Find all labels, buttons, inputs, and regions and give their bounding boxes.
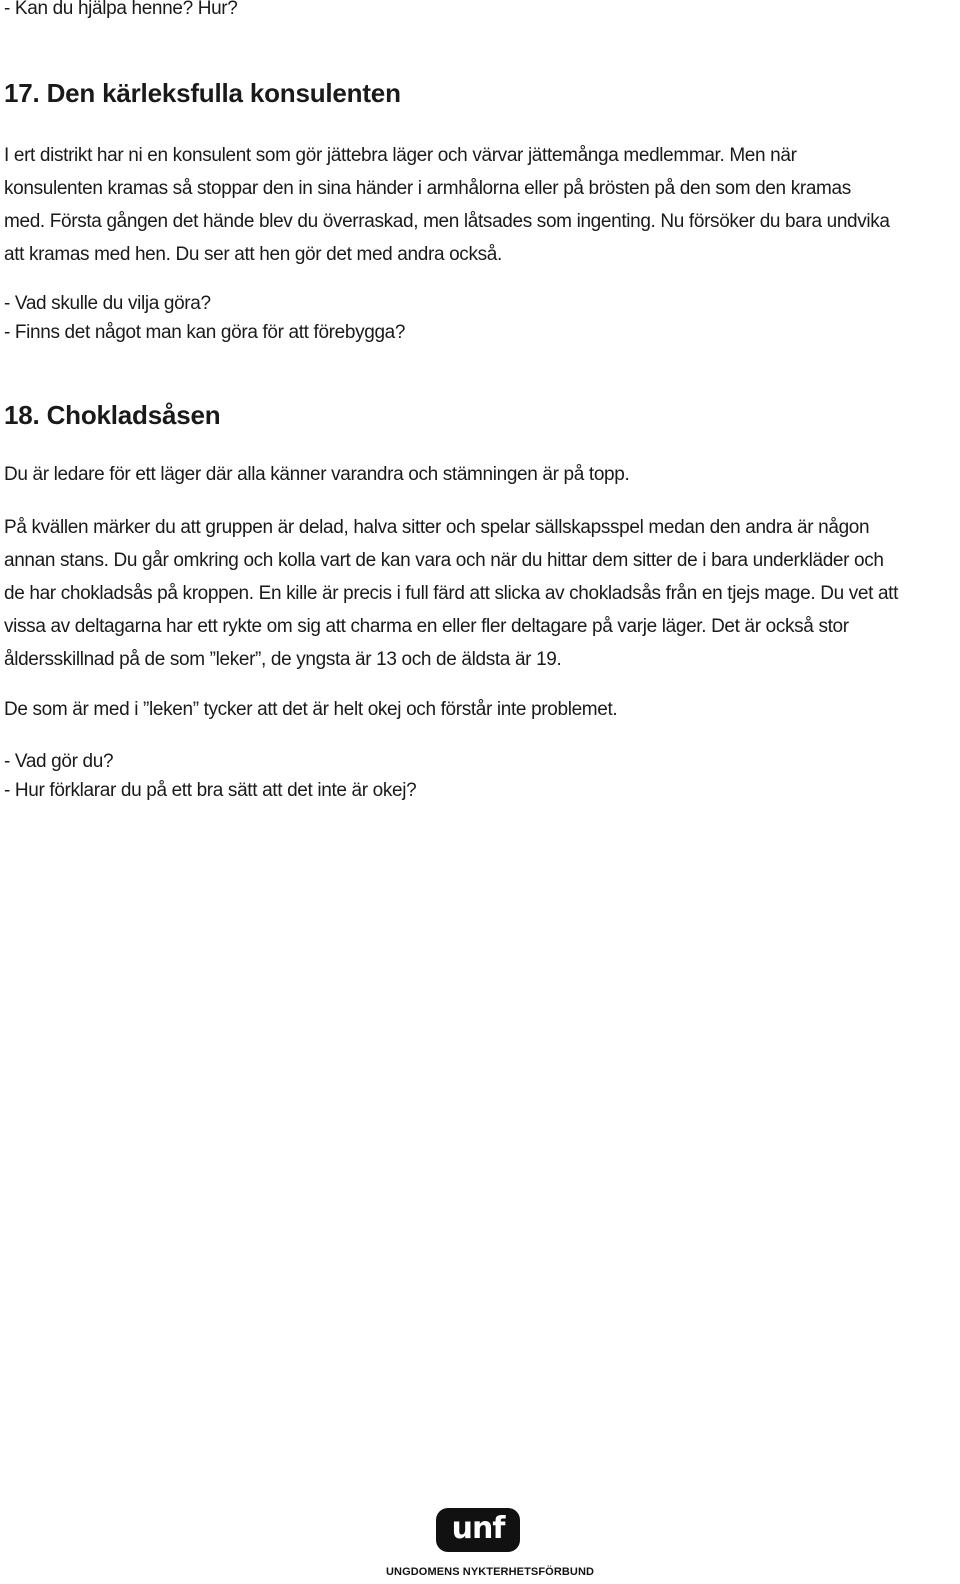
paragraph-line: att kramas med hen. Du ser att hen gör det med andra också. [4, 244, 502, 265]
question-line: - Finns det något man kan göra för att förebygga? [4, 322, 406, 343]
section-17-paragraph [4, 139, 956, 271]
section-18-paragraph [4, 511, 956, 676]
question-line: - Vad skulle du vilja göra? [4, 293, 211, 314]
section-17-questions [4, 287, 956, 349]
paragraph-line: åldersskillnad på de som ”leker”, de yngsta är 13 och de äldsta är 19. [4, 649, 562, 670]
section-17-heading: 17. Den kärleksfulla konsulenten [4, 78, 401, 108]
paragraph-line: konsulenten kramas så stoppar den in sina händer i armhålorna eller på brösten på den som den kramas [4, 178, 851, 199]
logo-tagline: UNGDOMENS NYKTERHETSFÖRBUND [386, 1566, 595, 1578]
logo-text: unf [451, 1511, 505, 1546]
section-18-questions [4, 745, 956, 807]
section-18-heading: 18. Chokladsåsen [4, 400, 221, 430]
section-18-closing-line: De som är med i ”leken” tycker att det är helt okej och förstår inte problemet. [4, 699, 618, 720]
paragraph-line: de har chokladsås på kroppen. En kille är precis i full färd att slicka av chokladsås från en tjejs mage. Du vet att [4, 583, 899, 604]
footer-logo [380, 1508, 595, 1584]
question-line: - Hur förklarar du på ett bra sätt att det inte är okej? [4, 780, 417, 801]
section-18-intro-line: Du är ledare för ett läger där alla känner varandra och stämningen är på topp. [4, 464, 630, 485]
unf-logo [436, 1508, 520, 1552]
paragraph-line: På kvällen märker du att gruppen är delad, halva sitter och spelar sällskapsspel medan den andra är någon [4, 517, 870, 538]
intro-question: - Kan du hjälpa henne? Hur? [4, 0, 238, 19]
paragraph-line: vissa av deltagarna har ett rykte om sig att charma en eller fler deltagare på varje läger. Det är också stor [4, 616, 849, 637]
paragraph-line: annan stans. Du går omkring och kolla vart de kan vara och när du hittar dem sitter de i bara underkläder och [4, 550, 884, 571]
paragraph-line: I ert distrikt har ni en konsulent som gör jättebra läger och värvar jättemånga medlemmar. Men när [4, 145, 797, 166]
question-line: - Vad gör du? [4, 751, 114, 772]
paragraph-line: med. Första gången det hände blev du överraskad, men låtsades som ingenting. Nu försöker du bara undvika [4, 211, 890, 232]
